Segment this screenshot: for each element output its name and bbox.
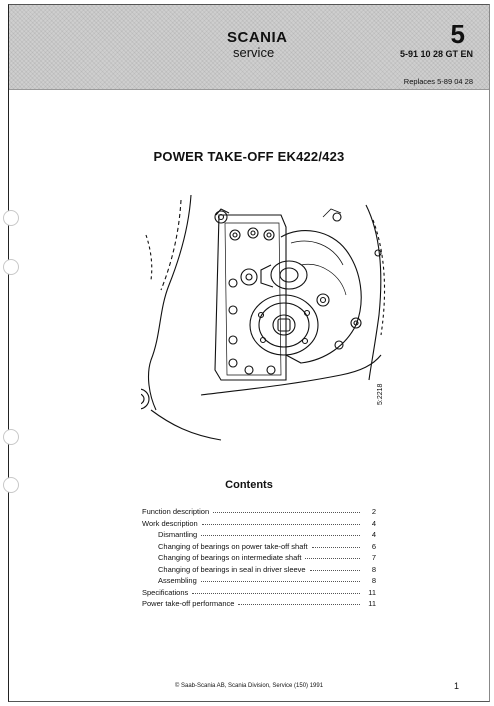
toc-leader (213, 506, 360, 513)
toc-entry-page: 4 (371, 518, 376, 528)
brand-subtitle: service (233, 45, 275, 60)
toc-leader (305, 552, 360, 559)
toc-entry-page: 2 (371, 507, 376, 516)
toc-leader (201, 575, 360, 582)
copyright-footer: © Saab-Scania AB, Scania Division, Service (150) 1991 (174, 683, 324, 689)
toc-entry-page: 11 (368, 587, 376, 597)
toc-entry-page: 11 (368, 599, 376, 608)
toc-entry-label: Changing of bearings in seal in driver sleeve (158, 564, 306, 574)
brand-name: SCANIA (227, 29, 288, 46)
document-number: 5-91 10 28 GT EN (399, 49, 473, 59)
binder-hole (3, 259, 19, 275)
binder-hole (3, 429, 19, 445)
toc-entry-label: Specifications (142, 587, 189, 597)
page-title: POWER TAKE-OFF EK422/423 (153, 149, 345, 164)
toc-entry-label: Changing of bearings on intermediate shaft (158, 553, 302, 562)
document-page (8, 4, 490, 702)
toc-leader (238, 598, 360, 605)
toc-entry-page: 6 (371, 541, 376, 551)
toc-entry-label: Changing of bearings on power take-off shaft (158, 541, 308, 551)
binder-hole (3, 210, 19, 226)
toc-entry-label: Work description (142, 518, 198, 528)
toc-entry-page: 4 (371, 530, 376, 539)
toc-entry-page: 7 (371, 553, 376, 562)
toc-leader (202, 518, 360, 525)
toc-leader (310, 564, 360, 571)
toc-entry-label: Dismantling (158, 530, 198, 539)
section-number: 5 (450, 19, 465, 49)
toc-leader (312, 541, 360, 548)
contents-heading: Contents (225, 479, 273, 491)
pto-illustration (141, 195, 386, 450)
toc-entry-page: 8 (371, 564, 376, 574)
toc-leader (201, 529, 360, 536)
header-band (9, 5, 489, 90)
toc-entry-page: 8 (371, 576, 376, 585)
toc-entry-label: Power take-off performance (142, 599, 235, 608)
table-of-contents (142, 507, 376, 611)
toc-entry (142, 599, 376, 611)
figure-code: 5:2218 (377, 383, 384, 405)
replaces-note: Replaces 5-89 04 28 (403, 77, 473, 86)
page-number: 1 (453, 681, 459, 691)
toc-entry-label: Assembling (158, 576, 197, 585)
toc-leader (192, 587, 360, 594)
toc-entry-label: Function description (142, 507, 210, 516)
